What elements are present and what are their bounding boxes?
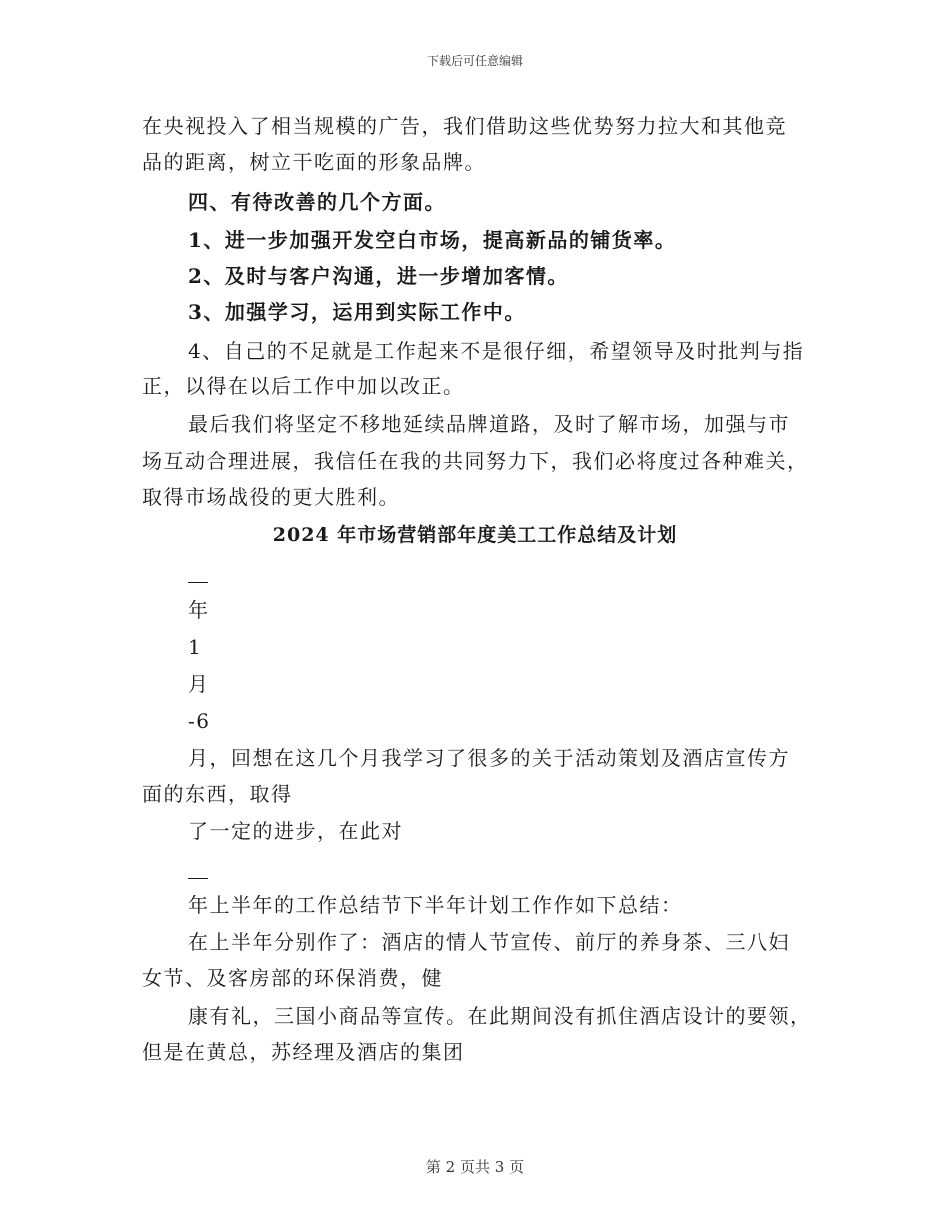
paragraph-line: 场互动合理进展，我信任在我的共同努力下，我们必将度过各种难关， <box>142 449 809 473</box>
paragraph-line: 面的东西，取得 <box>142 782 293 806</box>
section-heading: 四、有待改善的几个方面。 <box>188 190 446 214</box>
list-item: 4、自己的不足就是工作起来不是很仔细，希望领导及时批判与指 <box>188 339 805 363</box>
list-item: 3、加强学习，运用到实际工作中。 <box>188 300 526 324</box>
list-item: 2、及时与客户沟通，进一步增加客情。 <box>188 264 569 288</box>
page-footer: 第 2 页共 3 页 <box>425 1158 525 1176</box>
paragraph-line: 最后我们将坚定不移地延续品牌道路，及时了解市场，加强与市 <box>188 412 790 436</box>
text-fragment: 月 <box>188 672 210 696</box>
paragraph-line: 取得市场战役的更大胜利。 <box>142 485 400 509</box>
paragraph-line: 在上半年分别作了：酒店的情人节宣传、前厅的养身茶、三八妇 <box>188 930 790 954</box>
paragraph-line: 了一定的进步，在此对 <box>188 819 403 843</box>
paragraph-line: 品的距离，树立干吃面的形象品牌。 <box>142 150 486 174</box>
paragraph-line: 女节、及客房部的环保消费，健 <box>142 966 443 990</box>
blank-underline <box>188 582 208 583</box>
paragraph-line: 但是在黄总，苏经理及酒店的集团 <box>142 1040 465 1064</box>
text-fragment: -6 <box>188 709 211 733</box>
blank-underline <box>188 878 208 879</box>
text-fragment: 年 <box>188 598 210 622</box>
page-header: 下载后可任意编辑 <box>426 54 523 68</box>
paragraph-line: 年上半年的工作总结节下半年计划工作作如下总结： <box>188 893 683 917</box>
paragraph-line: 正，以得在以后工作中加以改正。 <box>142 374 465 398</box>
list-item: 1、进一步加强开发空白市场，提高新品的铺货率。 <box>188 228 677 252</box>
document-title: 2024 年市场营销部年度美工工作总结及计划 <box>272 524 678 546</box>
paragraph-line: 月，回想在这几个月我学习了很多的关于活动策划及酒店宣传方 <box>188 746 790 770</box>
paragraph-line: 在央视投入了相当规模的广告，我们借助这些优势努力拉大和其他竞 <box>142 114 787 138</box>
text-fragment: 1 <box>188 635 203 659</box>
paragraph-line: 康有礼，三国小商品等宣传。在此期间没有抓住酒店设计的要领， <box>188 1004 812 1028</box>
